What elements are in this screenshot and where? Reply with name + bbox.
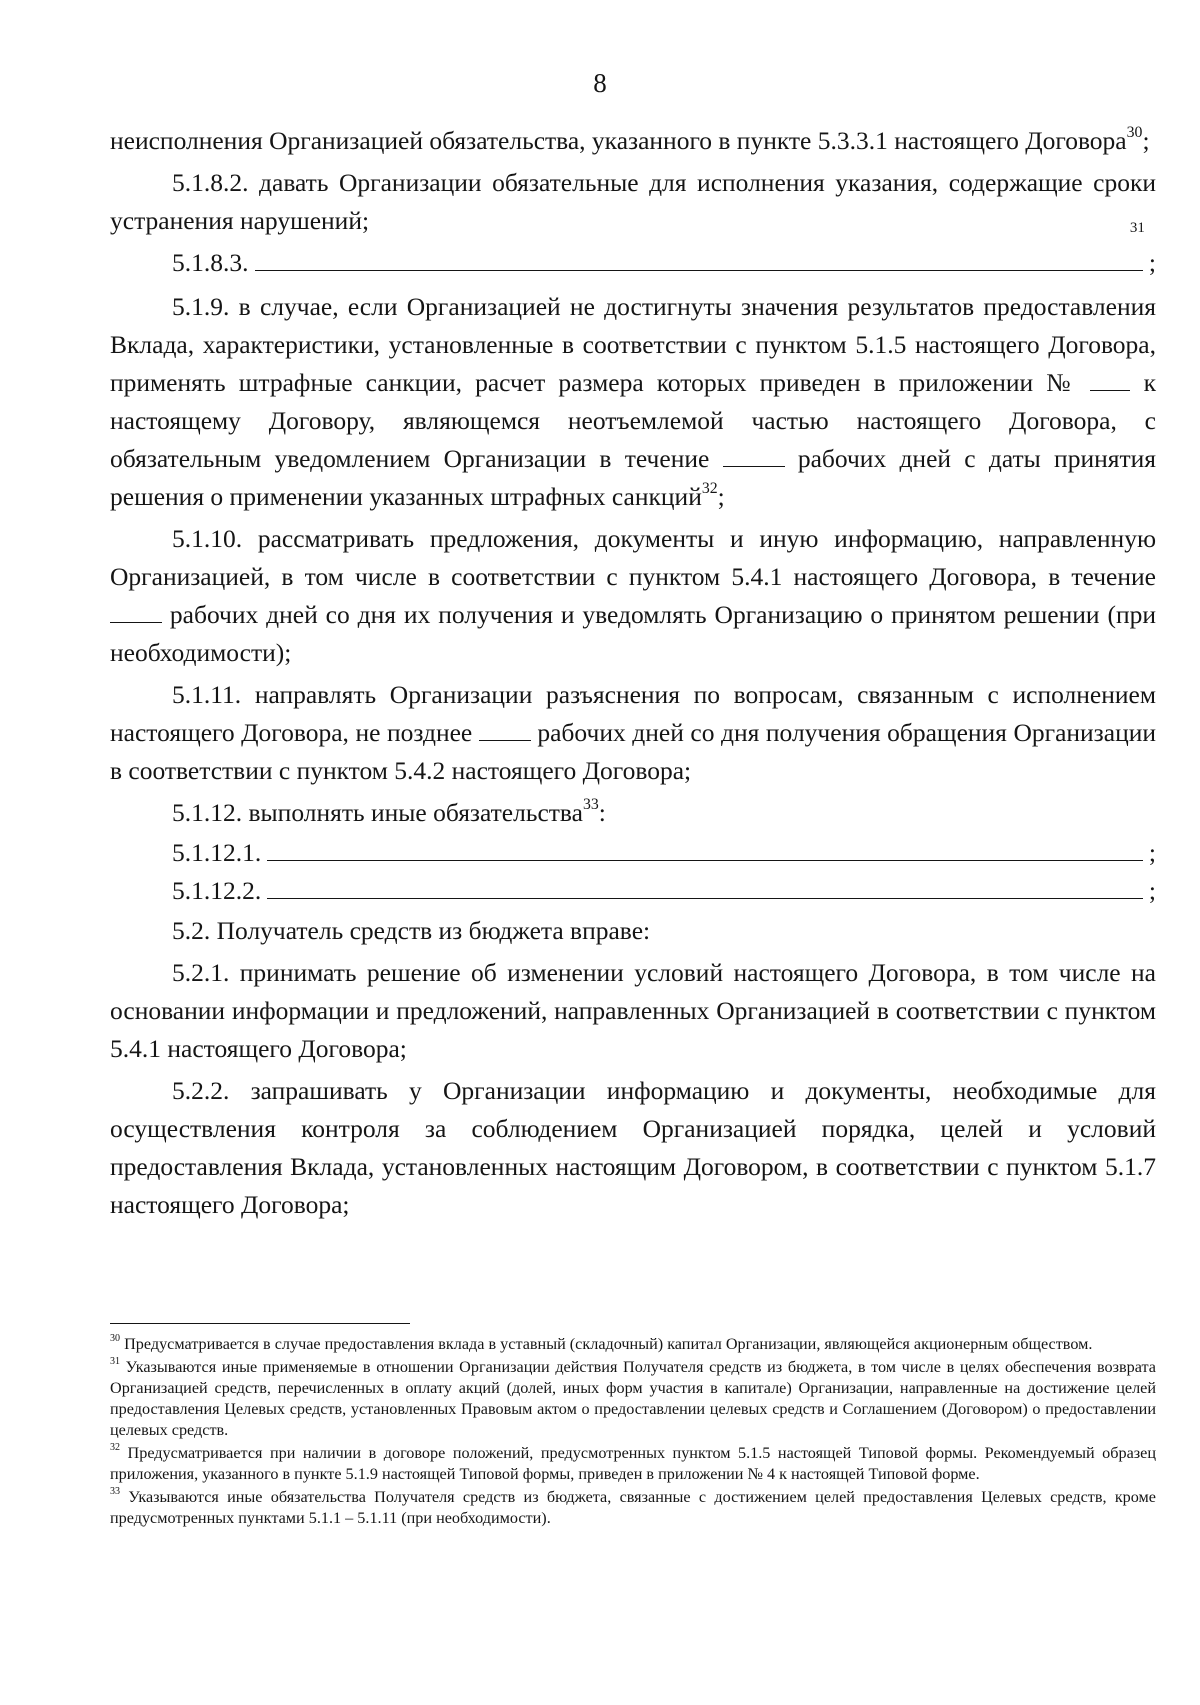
paragraph-5-1-12-2: 5.1.12.2. ; [172,876,1156,905]
blank-days-clarification[interactable] [479,720,531,741]
footnote-separator [110,1323,410,1324]
paragraph-5-1-12: 5.1.12. выполнять иные обязательства$^{33}$: [172,796,606,827]
document-body [110,122,1156,1224]
footnote-30: $^{30}$ Предусматривается в случае предоставления вклада в уставный (складочный) капитал Организации, являющейся акционерным обществом. [110,1333,1093,1353]
footnote-31: $^{31}$ Указываются иные применяемые в отношении Организации действия Получателя средств из бюджета, в том числе в целях обеспечения возврата Организацией средств, перечисленных в оплату акций (долей, иных форм участия в капитале) Организации, направленные на достижение целей предоставления Целевых средств, установленных Правовым актом о предоставлении целевых средств и Соглашением (Договором) о предоставлении целевых средств. [110,1356,1156,1439]
blank-field-5-1-12-2[interactable] [267,874,1143,899]
blank-days-notification[interactable] [723,446,785,467]
footnote-ref-30: 30 [1126,124,1143,142]
blank-appendix-number[interactable] [1090,370,1130,391]
paragraph-5-2: 5.2. Получатель средств из бюджета вправе: [172,916,651,945]
paragraph-continuation: неисполнения Организацией обязательства, указанного в пункте 5.3.3.1 настоящего Договора$^{30}$; [110,124,1150,155]
paragraph-5-1-8-3: 5.1.8.3. 31 ; [172,220,1156,277]
footnote-33: $^{33}$ Указываются иные обязательства Получателя средств из бюджета, связанные с достижением целей предоставления Целевых средств, кроме предусмотренных пунктами 5.1.1 – 5.1.11 (при необходимости). [110,1486,1156,1527]
footnote-ref-33: 33 [582,796,599,814]
paragraph-5-1-9: 5.1.9. в случае, если Организацией не достигнуты значения результатов предоставления Вклада, характеристики, установленные в соответствии с пунктом 5.1.5 настоящего Договора, применять штрафные санкции, расчет размера которых приведен в приложении № к настоящему Договору, являющемся неотъемлемой частью настоящего Договора, с обязательным уведомлением Организации в течение рабочих дней с даты принятия решения о применении указанных штрафных санкций$^{32}$; [110,292,1156,511]
blank-field-5-1-8-3[interactable]: 31 [255,246,1143,271]
footnote-32: $^{32}$ Предусматривается при наличии в договоре положений, предусмотренных пунктом 5.1.5 настоящей Типовой формы. Рекомендуемый образец приложения, указанного в пункте 5.1.9 настоящей Типовой формы, приведен в приложении № 4 к настоящей Типовой форме. [110,1442,1157,1483]
blank-days-review[interactable] [110,602,162,623]
footnote-ref-32: 32 [701,480,718,498]
paragraph-5-2-2: 5.2.2. запрашивать у Организации информацию и документы, необходимые для осуществления контроля за соблюдением Организацией порядка, целей и условий предоставления Вклада, установленных настоящим Договором, в соответствии с пунктом 5.1.7 настоящего Договора; [110,1076,1156,1219]
paragraph-5-1-10: 5.1.10. рассматривать предложения, документы и иную информацию, направленную Организацией, в том числе в соответствии с пунктом 5.4.1 настоящего Договора, в течение рабочих дней со дня их получения и уведомлять Организацию о принятом решении (при необходимости); [110,524,1157,667]
blank-field-5-1-12-1[interactable] [267,836,1143,861]
paragraph-5-1-8-2: 5.1.8.2. давать Организации обязательные для исполнения указания, содержащие сроки устранения нарушений; [110,168,1156,235]
paragraph-5-2-1: 5.2.1. принимать решение об изменении условий настоящего Договора, в том числе на основании информации и предложений, направленных Организацией в соответствии с пунктом 5.4.1 настоящего Договора; [110,958,1156,1063]
page-number: 8 [593,68,607,98]
paragraph-5-1-11: 5.1.11. направлять Организации разъяснения по вопросам, связанным с исполнением настоящего Договора, не позднее рабочих дней со дня получения обращения Организации в соответствии с пунктом 5.4.2 настоящего Договора; [110,680,1157,785]
footnotes [110,1334,1156,1531]
paragraph-5-1-12-1: 5.1.12.1. ; [172,838,1156,867]
